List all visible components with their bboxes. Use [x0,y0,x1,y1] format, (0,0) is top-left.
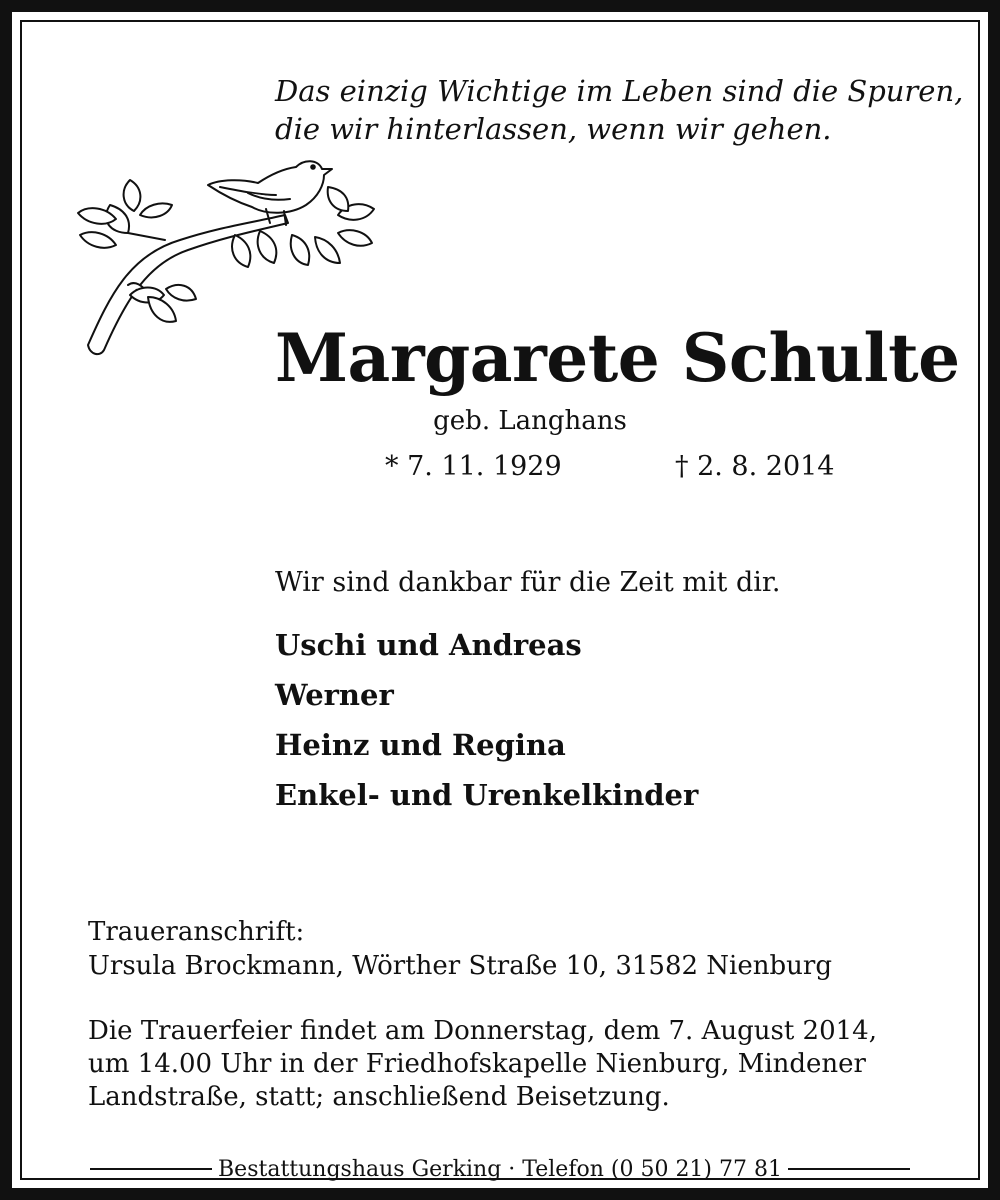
funeral-home-contact: Bestattungshaus Gerking · Telefon (0 50 21) 77 81 [218,1156,782,1182]
maiden-name: geb. Langhans [433,406,627,436]
thanks-line: Wir sind dankbar für die Zeit mit dir. [275,567,781,598]
quote-line-2: die wir hinterlassen, wenn wir gehen. [275,112,832,146]
memorial-quote [275,72,965,148]
mourning-address [88,915,832,983]
address-label: Traueranschrift: [88,917,305,947]
footer-rule-right [788,1168,910,1170]
quote-line-1: Das einzig Wichtige im Leben sind die Spuren, [275,74,964,108]
death-date: † 2. 8. 2014 [675,451,835,482]
funeral-home-footer [90,1152,910,1186]
mourner-name: Uschi und Andreas [275,628,582,662]
mourner-name: Enkel- und Urenkelkinder [275,778,699,812]
mourners-list [275,620,698,820]
deceased-name: Margarete Schulte [275,319,960,397]
footer-rule-left [90,1168,212,1170]
mourner-name: Werner [275,678,394,712]
ceremony-line-1: Die Trauerfeier findet am Donnerstag, dem 7. August 2014, [88,1016,877,1046]
mourner-name: Heinz und Regina [275,728,566,762]
ceremony-line-3: Landstraße, statt; anschließend Beisetzung. [88,1082,670,1112]
ceremony-notice [88,1015,877,1114]
address-line: Ursula Brockmann, Wörther Straße 10, 31582 Nienburg [88,951,832,981]
birth-date: * 7. 11. 1929 [385,451,562,482]
ceremony-line-2: um 14.00 Uhr in der Friedhofskapelle Nienburg, Mindener [88,1049,866,1079]
